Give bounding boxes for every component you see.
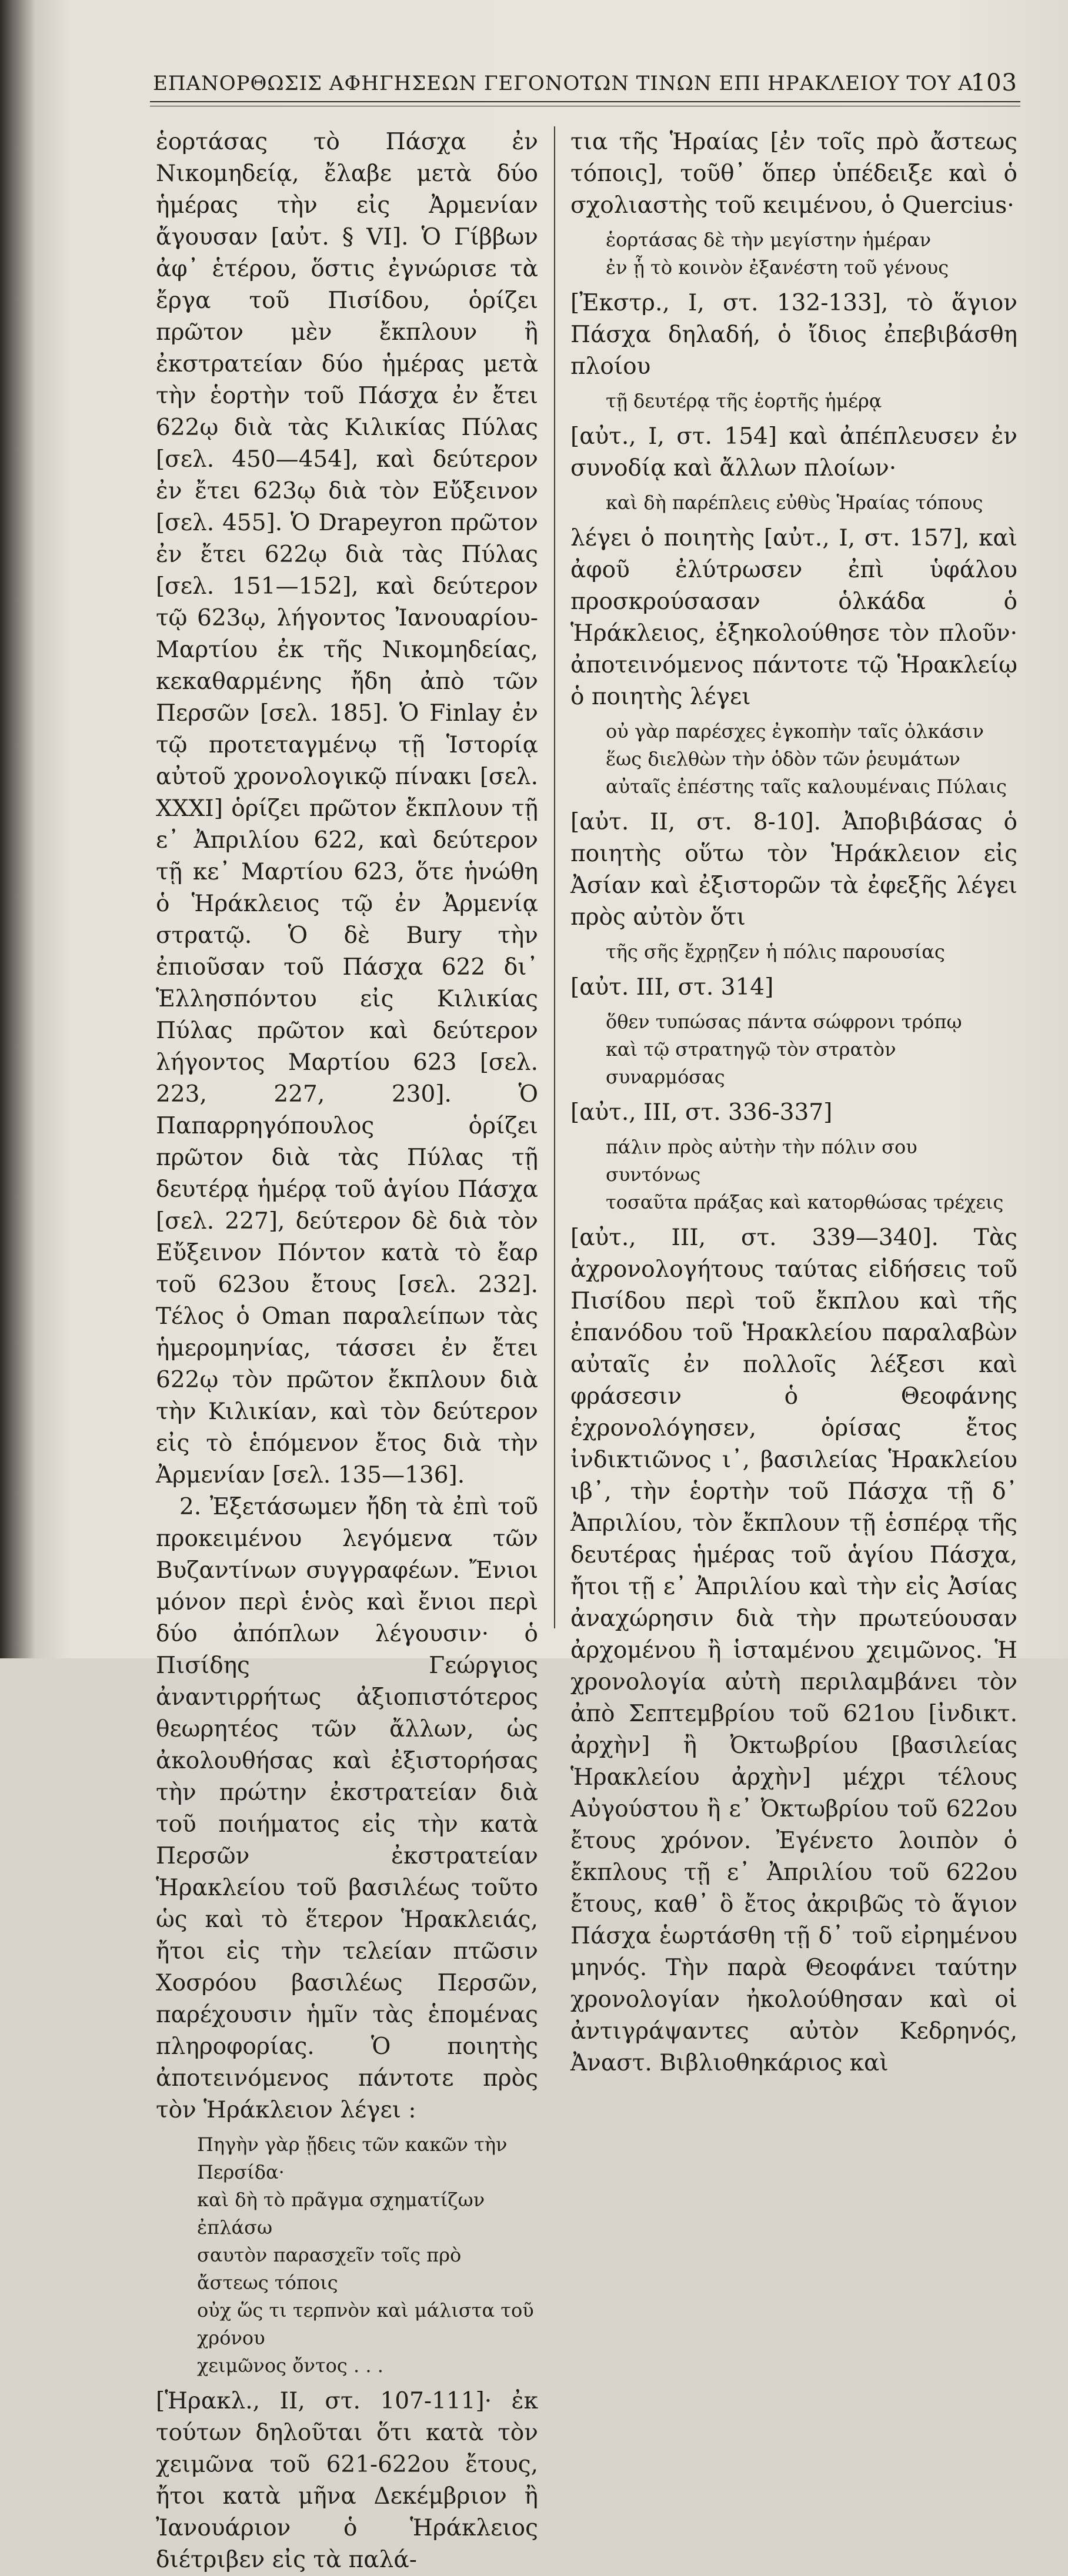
right-paragraph-4: λέγει ὁ ποιητὴς [αὐτ., I, στ. 157], καὶ ἀφοῦ ἐλύτρωσεν ἐπὶ ὑφάλου προσκρούσασαν ὁλκάδα ὁ Ἡράκλειος, ἐξηκολούθησε τὸν πλοῦν· ἀποτεινόμενος πάντοτε τῷ Ἡρακλείῳ ὁ ποιητὴς λέγει [570, 525, 1017, 710]
verse-line: τῇ δευτέρᾳ τῆς ἑορτῆς ἡμέρᾳ [606, 390, 882, 412]
right-paragraph-5: [αὐτ. II, στ. 8-10]. Ἀποβιβάσας ὁ ποιητὴς οὕτω τὸν Ἡράκλειον εἰς Ἀσίαν καὶ ἐξιστορῶν τὰ ἐφεξῆς λέγει πρὸς αὐτὸν ὅτι [570, 809, 1017, 931]
verse-line: τῆς σῆς ἔχρῃζεν ἡ πόλις παρουσίας [606, 941, 945, 963]
verse-line: αὐταῖς ἐπέστης ταῖς καλουμέναις Πύλαις [606, 775, 1007, 798]
left-verse-1 [197, 2131, 538, 2380]
right-paragraph-8: [αὐτ., III, στ. 339—340]. Τὰς ἀχρονολογήτους ταύτας εἰδήσεις τοῦ Πισίδου περὶ τοῦ ἔκπλου καὶ τῆς ἐπανόδου τοῦ Ἡρακλείου παραλαβὼν αὐταῖς ἐν πολλοῖς λέξεσι καὶ φράσεσιν ὁ Θεοφάνης ἐχρονολόγησεν, ὁρίσας ἔτος ἰνδικτιῶνος ι᾽, βασιλείας Ἡρακλείου ιβ᾽, τὴν ἑορτὴν τοῦ Πάσχα τῇ δ᾽ Ἀπριλίου, τὸν ἔκπλουν τῇ ἑσπέρᾳ τῆς δευτέρας ἡμέρας τοῦ ἁγίου Πάσχα, ἤτοι τῇ ε᾽ Ἀπριλίου καὶ τὴν εἰς Ἀσίας ἀναχώρησιν διὰ τὴν πρωτεύουσαν ἀρχομένου ἢ ἱσταμένου χειμῶνος. Ἡ χρονολογία αὐτὴ περιλαμβάνει τὸν ἀπὸ Σεπτεμβρίου τοῦ 621ου [ἰνδικτ. ἀρχὴν] ἢ Ὀκτωβρίου [βασιλείας Ἡρακλείου ἀρχὴν] μέχρι τέλους Αὐγούστου ἢ ε᾽ Ὀκτωβρίου τοῦ 622ου ἔτους χρόνον. Ἐγένετο λοιπὸν ὁ ἔκπλους τῇ ε᾽ Ἀπριλίου τοῦ 622ου ἔτους, καθ᾽ ὃ ἔτος ἀκριβῶς τὸ ἅγιον Πάσχα ἑωρτάσθη τῇ δ᾽ τοῦ εἰρημένου μηνός. Τὴν παρὰ Θεοφάνει ταύτην χρονολογίαν ἠκολούθησαν καὶ οἱ ἀντιγράψαντες αὐτὸν Κεδρηνός, Ἀναστ. Βιβλιοθηκάριος καὶ [570, 1225, 1017, 2076]
verse-line: ὅθεν τυπώσας πάντα σώφρονι τρόπῳ [606, 1011, 962, 1033]
running-title: ΕΠΑΝΟΡΘΩΣΙΣ ΑΦΗΓΗΣΕΩΝ ΓΕΓΟΝΟΤΩΝ ΤΙΝΩΝ ΕΠΙ ΗΡΑΚΛΕΙΟΥ ΤΟΥ Α΄ [153, 72, 984, 95]
verse-line: τοσαῦτα πράξας καὶ κατορθώσας τρέχεις [606, 1191, 1004, 1213]
verse-line: ἑορτάσας δὲ τὴν μεγίστην ἡμέραν [606, 229, 932, 251]
verse-line: οὐ γὰρ παρέσχες ἐγκοπὴν ταῖς ὁλκάσιν [606, 720, 984, 742]
verse-line: πάλιν πρὸς αὐτὴν τὴν πόλιν σου συντόνως [606, 1136, 917, 1186]
left-column [156, 126, 538, 2576]
right-paragraph-2: [Ἐκστρ., I, στ. 132-133], τὸ ἅγιον Πάσχα δηλαδή, ὁ ἴδιος ἐπεβιβάσθη πλοίου [570, 290, 1017, 380]
right-verse-1 [606, 226, 1017, 282]
verse-line: οὐχ ὥς τι τερπνὸν καὶ μάλιστα τοῦ χρόνου [197, 2299, 534, 2349]
verse-line: Πηγὴν γὰρ ᾔδεις τῶν κακῶν τὴν Περσίδα· [197, 2133, 508, 2183]
verse-line: σαυτὸν παρασχεῖν τοῖς πρὸ ἄστεως τόποις [197, 2244, 462, 2294]
left-paragraph-3: [Ἡρακλ., II, στ. 107-111]· ἐκ τούτων δηλοῦται ὅτι κατὰ τὸν χειμῶνα τοῦ 621-622ου ἔτους, ἤτοι κατὰ μῆνα Δεκέμβριον ἢ Ἰανουάριον ὁ Ἡράκλειος διέτριβεν εἰς τὰ παλά- [156, 2388, 538, 2573]
verse-line: καὶ τῷ στρατηγῷ τὸν στρατὸν συναρμόσας [606, 1038, 896, 1088]
verse-line: ἕως διελθὼν τὴν ὁδὸν τῶν ῥευμάτων [606, 748, 960, 770]
column-divider [554, 126, 555, 1628]
right-verse-3 [606, 489, 1017, 517]
right-paragraph-6: [αὐτ. III, στ. 314] [570, 974, 774, 1001]
right-paragraph-1: τια τῆς Ἡραίας [ἐν τοῖς πρὸ ἄστεως τόποις], τοῦθ᾽ ὅπερ ὑπέδειξε καὶ ὁ σχολιαστὴς τοῦ κειμένου, ὁ Quercius· [570, 129, 1017, 219]
verse-line: χειμῶνος ὄντος . . . [197, 2354, 383, 2377]
right-verse-4 [606, 718, 1017, 801]
right-paragraph-3: [αὐτ., I, στ. 154] καὶ ἀπέπλευσεν ἐν συνοδίᾳ καὶ ἄλλων πλοίων· [570, 423, 1017, 481]
running-header [147, 66, 1029, 101]
verse-line: καὶ δὴ παρέπλεις εὐθὺς Ἡραίας τόπους [606, 491, 983, 514]
verse-line: καὶ δὴ τὸ πρᾶγμα σχηματίζων ἐπλάσω [197, 2189, 485, 2239]
right-paragraph-7: [αὐτ., III, στ. 336-337] [570, 1099, 833, 1126]
left-paragraph-2: 2. Ἐξετάσωμεν ἤδη τὰ ἐπὶ τοῦ προκειμένου λεγόμενα τῶν Βυζαντίνων συγγραφέων. Ἔνιοι μόνον περὶ ἑνὸς καὶ ἔνιοι περὶ δύο ἀπόπλων λέγουσιν· ὁ Πισίδης Γεώργιος ἀναντιρρήτως ἀξιοπιστότερος θεωρητέος τῶν ἄλλων, ὡς ἀκολουθήσας καὶ ἐξιστορήσας τὴν πρώτην ἐκστρατείαν διὰ τοῦ ποιήματος εἰς τὴν κατὰ Περσῶν ἐκστρατείαν Ἡρακλείου τοῦ βασιλέως τοῦτο ὡς καὶ τὸ ἕτερον Ἡρακλειάς, ἤτοι εἰς τὴν τελείαν πτῶσιν Χοσρόου βασιλέως Περσῶν, παρέχουσιν ἡμῖν τὰς ἑπομένας πληροφορίας. Ὁ ποιητὴς ἀποτεινόμενος πάντοτε πρὸς τὸν Ἡράκλειον λέγει : [156, 1494, 538, 2123]
left-paragraph-1: ἑορτάσας τὸ Πάσχα ἐν Νικομηδείᾳ, ἔλαβε μετὰ δύο ἡμέρας τὴν εἰς Ἀρμενίαν ἄγουσαν [αὐτ. § VI]. Ὁ Γίββων ἀφ᾽ ἑτέρου, ὅστις ἐγνώρισε τὰ ἔργα τοῦ Πισίδου, ὁρίζει πρῶτον μὲν ἔκπλουν ἢ ἐκστρατείαν δύο ἡμέρας μετὰ τὴν ἑορτὴν τοῦ Πάσχα ἐν ἔτει 622ῳ διὰ τὰς Κιλικίας Πύλας [σελ. 450—454], καὶ δεύτερον ἐν ἔτει 623ῳ διὰ τὸν Εὔξεινον [σελ. 455]. Ὁ Drapeyron πρῶτον ἐν ἔτει 622ῳ διὰ τὰς Πύλας [σελ. 151—152], καὶ δεύτερον τῷ 623ῳ, λήγοντος Ἰανουαρίου-Μαρτίου ἐκ τῆς Νικομηδείας, κεκαθαρμένης ἤδη ἀπὸ τῶν Περσῶν [σελ. 185]. Ὁ Finlay ἐν τῷ προτεταγμένῳ τῇ Ἱστορίᾳ αὐτοῦ χρονολογικῷ πίνακι [σελ. XXXI] ὁρίζει πρῶτον ἔκπλουν τῇ ε᾽ Ἀπριλίου 622, καὶ δεύτερον τῇ κε᾽ Μαρτίου 623, ὅτε ἡνώθη ὁ Ἡράκλειος τῷ ἐν Ἀρμενίᾳ στρατῷ. Ὁ δὲ Bury τὴν ἐπιοῦσαν τοῦ Πάσχα 622 δι᾽ Ἑλλησπόντου εἰς Κιλικίας Πύλας πρῶτον καὶ δεύτερον λήγοντος Μαρτίου 623 [σελ. 223, 227, 230]. Ὁ Παπαρρηγόπουλος ὁρίζει πρῶτον διὰ τὰς Πύλας τῇ δευτέρᾳ ἡμέρᾳ τοῦ ἁγίου Πάσχα [σελ. 227], δεύτερον δὲ διὰ τὸν Εὔξεινον Πόντον κατὰ τὸ ἔαρ τοῦ 623ου ἔτους [σελ. 232]. Τέλος ὁ Oman παραλείπων τὰς ἡμερομηνίας, τάσσει ἐν ἔτει 622ῳ τὸν πρῶτον ἔκπλουν διὰ τὴν Κιλικίαν, καὶ τὸν δεύτερον εἰς τὸ ἑπόμενον ἔτος διὰ τὴν Ἀρμενίαν [σελ. 135—136]. [156, 129, 538, 1488]
right-verse-6 [606, 1008, 1017, 1091]
right-verse-5 [606, 938, 1017, 966]
verse-line: ἐν ᾗ τὸ κοινὸν ἐξανέστη τοῦ γένους [606, 256, 949, 279]
right-column [570, 126, 1017, 2079]
right-verse-2 [606, 387, 1017, 415]
page-number: 103 [970, 69, 1017, 96]
right-verse-7 [606, 1133, 1017, 1216]
header-rule [150, 101, 1020, 102]
